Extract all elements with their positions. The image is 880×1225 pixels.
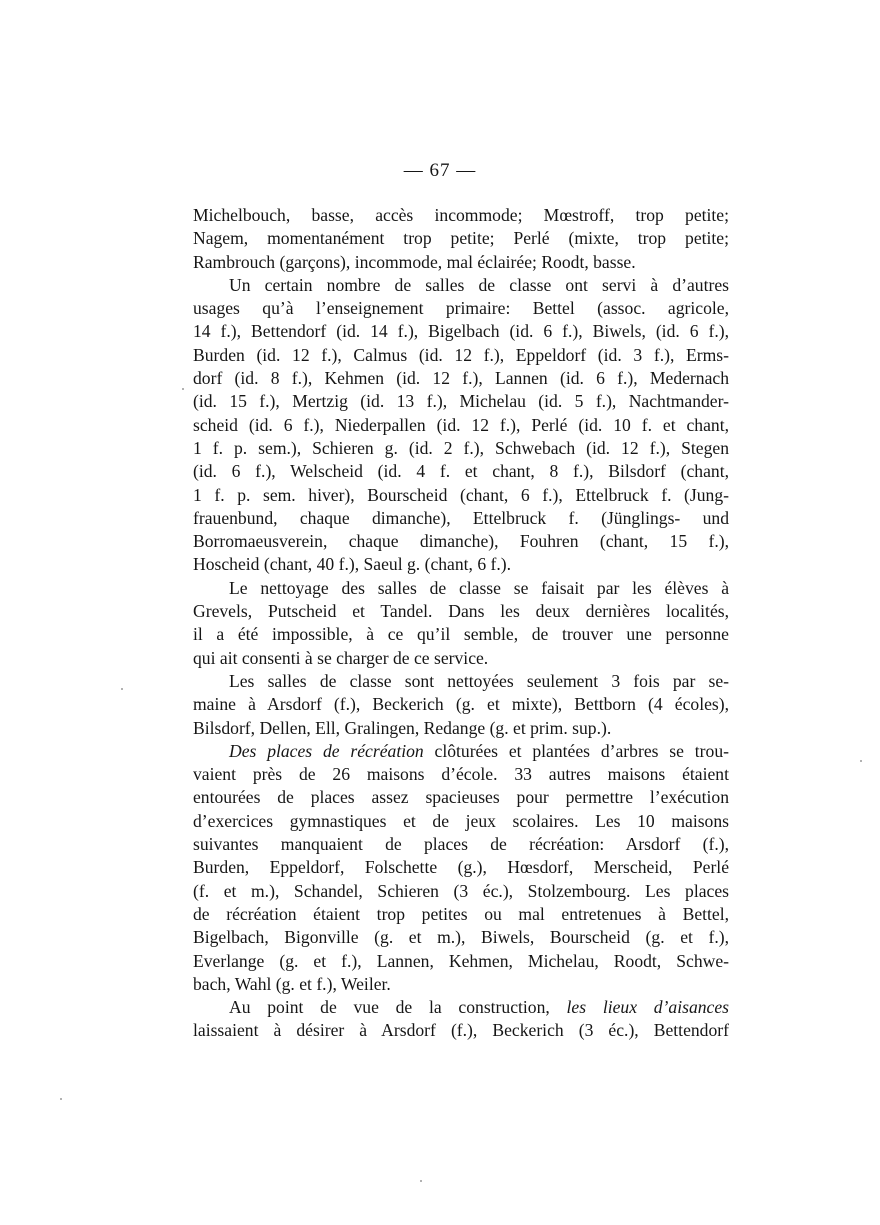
text-run: Burden, Eppeldorf, Folschette (g.), Hœsdorf, Merscheid, Perlé	[193, 857, 729, 878]
italic-run: les lieux d’aisances	[566, 997, 730, 1018]
text-line	[193, 950, 729, 973]
text-run: (f. et m.), Schandel, Schieren (3 éc.), Stolzembourg. Les places	[193, 880, 729, 901]
text-run: Le nettoyage des salles de classe se faisait par les élèves à	[229, 577, 729, 598]
text-run: Hoscheid (chant, 40 f.), Saeul g. (chant, 6 f.).	[193, 554, 512, 575]
text-line	[193, 623, 729, 646]
text-line	[193, 274, 729, 297]
text-run: Nagem, momentanément trop petite; Perlé (mixte, trop petite;	[193, 228, 729, 249]
scan-speck	[121, 688, 123, 690]
text-run: bach, Wahl (g. et f.), Weiler.	[193, 973, 391, 994]
text-run: maine à Arsdorf (f.), Beckerich (g. et mixte), Bettborn (4 écoles),	[193, 694, 729, 715]
text-run: suivantes manquaient de places de récréation: Arsdorf (f.),	[193, 834, 729, 855]
text-line	[193, 996, 729, 1019]
text-line	[193, 647, 729, 670]
text-run: Rambrouch (garçons), incommode, mal éclairée; Roodt, basse.	[193, 251, 636, 272]
page-number: — 67 —	[403, 160, 477, 181]
text-run: clôturées et plantées d’arbres se trou-	[423, 740, 729, 761]
text-line	[193, 530, 729, 553]
text-line	[193, 810, 729, 833]
text-line	[193, 740, 729, 763]
text-line	[193, 903, 729, 926]
text-run: Bigelbach, Bigonville (g. et m.), Biwels, Bourscheid (g. et f.),	[193, 927, 729, 948]
text-line	[193, 717, 729, 740]
text-line	[193, 833, 729, 856]
text-line	[193, 553, 729, 576]
text-run: Borromaeusverein, chaque dimanche), Fouhren (chant, 15 f.),	[193, 531, 729, 552]
italic-run: Des places de récréation	[229, 740, 424, 761]
text-run: Burden (id. 12 f.), Calmus (id. 12 f.), Eppeldorf (id. 3 f.), Erms-	[193, 344, 729, 365]
text-run: frauenbund, chaque dimanche), Ettelbruck f. (Jünglings- und	[193, 507, 729, 528]
text-line	[193, 786, 729, 809]
text-line	[193, 577, 729, 600]
text-run: Un certain nombre de salles de classe ont servi à d’autres	[229, 274, 729, 295]
text-run: usages qu’à l’enseignement primaire: Bettel (assoc. agricole,	[193, 298, 729, 319]
scan-speck	[420, 1180, 422, 1182]
scan-speck	[60, 1098, 62, 1100]
text-line	[193, 297, 729, 320]
text-run: de récréation étaient trop petites ou mal entretenues à Bettel,	[193, 903, 729, 924]
text-run: qui ait consenti à se charger de ce service.	[193, 647, 489, 668]
text-line	[193, 670, 729, 693]
text-line	[193, 507, 729, 530]
text-line	[193, 600, 729, 623]
text-line	[193, 973, 729, 996]
text-run: (id. 15 f.), Mertzig (id. 13 f.), Michelau (id. 5 f.), Nachtmander-	[193, 391, 729, 412]
text-run: d’exercices gymnastiques et de jeux scolaires. Les 10 maisons	[193, 810, 729, 831]
text-run: 1 f. p. sem.), Schieren g. (id. 2 f.), Schwebach (id. 12 f.), Stegen	[193, 437, 729, 458]
text-run: Michelbouch, basse, accès incommode; Mœstroff, trop petite;	[193, 205, 729, 225]
body-text	[193, 204, 729, 1043]
text-line	[193, 856, 729, 879]
text-run: dorf (id. 8 f.), Kehmen (id. 12 f.), Lannen (id. 6 f.), Medernach	[193, 368, 729, 389]
text-run: laissaient à désirer à Arsdorf (f.), Beckerich (3 éc.), Bettendorf	[193, 1020, 729, 1041]
text-run: Grevels, Putscheid et Tandel. Dans les deux dernières localités,	[193, 601, 729, 622]
text-line	[193, 320, 729, 343]
text-line	[193, 926, 729, 949]
text-run: Au point de vue de la construction,	[229, 997, 567, 1018]
text-run: scheid (id. 6 f.), Niederpallen (id. 12 f.), Perlé (id. 10 f. et chant,	[193, 414, 729, 435]
text-line	[193, 414, 729, 437]
scan-speck	[182, 388, 184, 390]
text-line	[193, 204, 729, 227]
text-line	[193, 390, 729, 413]
text-run: (id. 6 f.), Welscheid (id. 4 f. et chant, 8 f.), Bilsdorf (chant,	[193, 461, 729, 482]
text-line	[193, 460, 729, 483]
text-line	[193, 693, 729, 716]
text-line	[193, 367, 729, 390]
text-line	[193, 1019, 729, 1042]
text-run: 1 f. p. sem. hiver), Bourscheid (chant, 6 f.), Ettelbruck f. (Jung-	[193, 484, 729, 505]
text-run: 14 f.), Bettendorf (id. 14 f.), Bigelbach (id. 6 f.), Biwels, (id. 6 f.),	[193, 321, 729, 342]
text-line	[193, 251, 729, 274]
text-run: il a été impossible, à ce qu’il semble, de trouver une personne	[193, 624, 729, 645]
text-line	[193, 880, 729, 903]
text-run: entourées de places assez spacieuses pour permettre l’exécution	[193, 787, 729, 808]
scan-speck	[860, 760, 862, 762]
text-run: Les salles de classe sont nettoyées seulement 3 fois par se-	[229, 670, 729, 691]
text-line	[193, 344, 729, 367]
text-line	[193, 484, 729, 507]
text-run: Bilsdorf, Dellen, Ell, Gralingen, Redange (g. et prim. sup.).	[193, 717, 612, 738]
text-run: vaient près de 26 maisons d’école. 33 autres maisons étaient	[193, 764, 729, 785]
text-run: Everlange (g. et f.), Lannen, Kehmen, Michelau, Roodt, Schwe-	[193, 950, 729, 971]
text-line	[193, 763, 729, 786]
text-line	[193, 437, 729, 460]
text-line	[193, 227, 729, 250]
